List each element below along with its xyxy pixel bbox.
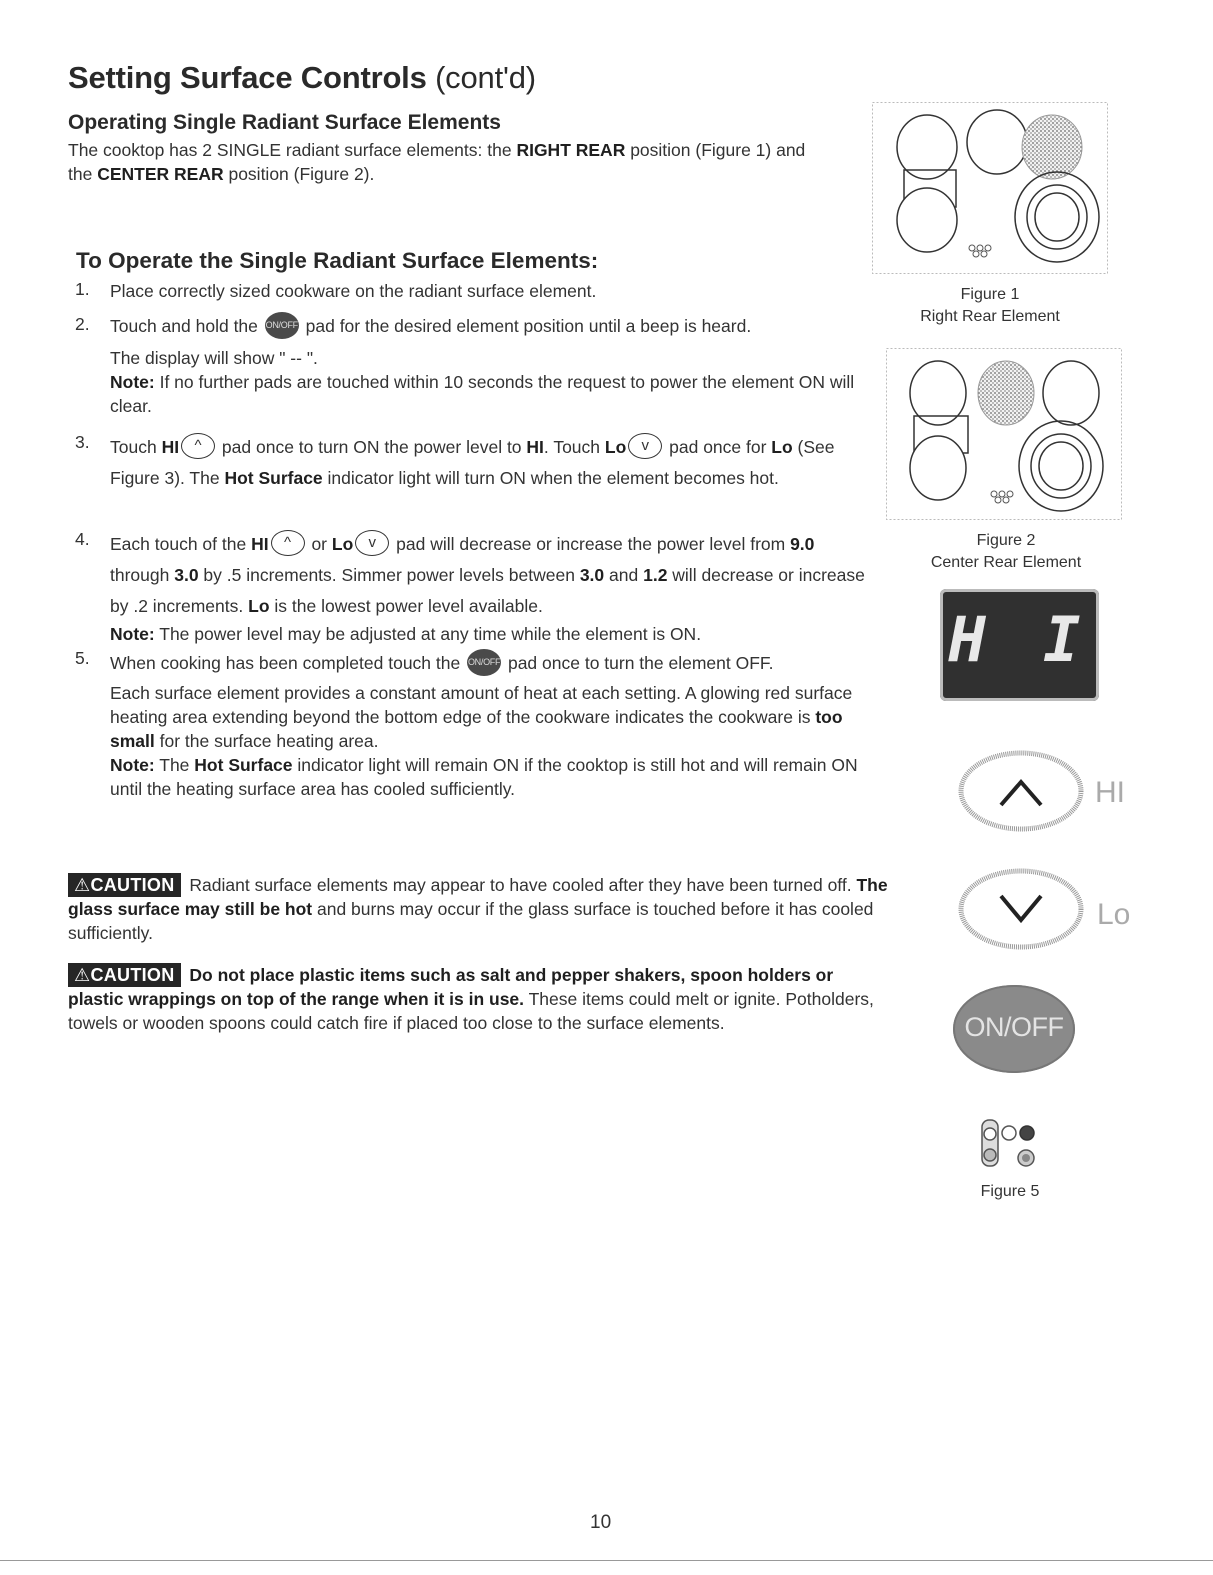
onoff-label: ON/OFF xyxy=(964,1012,1064,1042)
figure-2-cooktop-diagram xyxy=(886,348,1122,520)
caution-block-2: ⚠CAUTION Do not place plastic items such as salt and pepper shakers, spoon holders or plastic wrappings on top of the range when it is in use. These items could melt or ignite. Potholders, towels or wooden spoons could catch fire if placed too close to the surface elements. xyxy=(68,965,874,1033)
section-subtitle: Operating Single Radiant Surface Elements xyxy=(68,111,501,134)
down-arrow-icon: v xyxy=(628,433,662,459)
page-number: 10 xyxy=(590,1512,612,1533)
step-number: 5. xyxy=(75,648,90,668)
step-2-note: Note: If no further pads are touched within 10 seconds the request to power the element ON will clear. xyxy=(110,372,855,416)
bottom-rule xyxy=(0,1560,1213,1561)
step-number: 1. xyxy=(75,279,90,299)
figure-2-caption: Figure 2 Center Rear Element xyxy=(930,532,1082,571)
down-arrow-icon: v xyxy=(355,530,389,556)
figure-1-cooktop-diagram xyxy=(872,102,1108,274)
step-2-display: The display will show " -- ". xyxy=(110,348,318,368)
onoff-pad-button xyxy=(953,985,1075,1073)
step-4-text: Each touch of the HI ^ or Lo v pad will decrease or increase the power level from 9.0 through 3.0 by .5 increments. Simmer power levels between 3.0 and 1.2 will decrease or increase by .2 increments. Lo is the lowest power level available. Note: The power level may be adjusted at any time while the element is ON. xyxy=(110,529,870,646)
step-number: 3. xyxy=(75,432,90,452)
hi-pad-button xyxy=(955,748,1085,834)
intro-paragraph: The cooktop has 2 SINGLE radiant surface elements: the RIGHT REAR position (Figure 1) and the CENTER REAR position (Figure 2). xyxy=(68,140,806,184)
up-arrow-icon: ^ xyxy=(271,530,305,556)
up-arrow-icon: ^ xyxy=(181,433,215,459)
step-5-text: When cooking has been completed touch the ON/OFF pad once to turn the element OFF. Each surface element provides a constant amount of heat at each setting. A glowing red surface heating area extending beyond the bottom edge of the cookware indicates the cookware is too small for the surface heating area. Note: The Hot Surface indicator light will remain ON if the cooktop is still hot and will remain ON until the heating surface area has cooled sufficiently. xyxy=(110,648,870,801)
figure-5-caption: Figure 5 xyxy=(980,1183,1040,1200)
step-1-text: Place correctly sized cookware on the radiant surface element. xyxy=(110,281,597,301)
step-number: 4. xyxy=(75,529,90,549)
lo-label: Lo xyxy=(1097,898,1131,931)
caution-label: ⚠CAUTION xyxy=(68,873,181,897)
figure-1-caption: Figure 1 Right Rear Element xyxy=(920,286,1060,325)
step-2-text: Touch and hold the ON/OFF pad for the desired element position until a beep is heard. xyxy=(110,314,870,339)
warning-icon: ⚠ xyxy=(74,965,91,985)
warning-icon: ⚠ xyxy=(74,875,91,895)
element-selector-icon xyxy=(980,1118,1040,1174)
caution-label: ⚠CAUTION xyxy=(68,963,181,987)
hi-label: HI xyxy=(1095,776,1125,809)
lo-pad-button xyxy=(955,866,1085,952)
page-title: Setting Surface Controls (cont'd) xyxy=(68,60,536,95)
step-3-text: Touch HI ^ pad once to turn ON the power level to HI. Touch Lo v pad once for Lo (See Figure 3). The Hot Surface indicator light will turn ON when the element becomes hot. xyxy=(110,432,870,494)
power-level-display xyxy=(940,589,1099,701)
step-number: 2. xyxy=(75,314,90,334)
caution-block-1: ⚠CAUTION Radiant surface elements may appear to have cooled after they have been turned off. The glass surface may still be hot and burns may occur if the glass surface is touched before it has cooled sufficiently. xyxy=(68,875,888,943)
steps-heading: To Operate the Single Radiant Surface Elements: xyxy=(76,248,599,273)
display-readout: H I xyxy=(948,603,1091,676)
onoff-pad-icon: ON/OFF xyxy=(265,312,299,339)
onoff-pad-icon: ON/OFF xyxy=(467,649,501,676)
